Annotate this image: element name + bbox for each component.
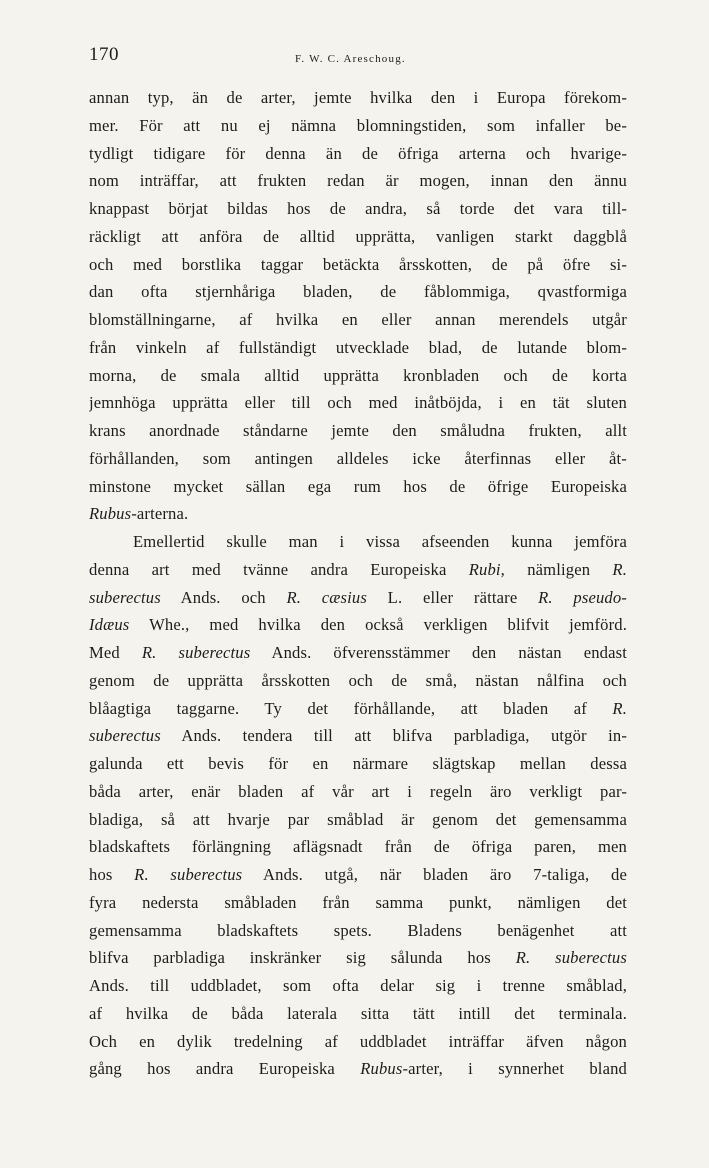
text-line	[89, 1028, 627, 1056]
text-segment: och med borstlika taggar betäckta årsskotten, de på öfre si-	[89, 254, 627, 274]
page-number: 170	[89, 44, 119, 65]
text-line	[89, 473, 627, 501]
text-segment: morna, de smala alltid upprätta kronbladen och de korta	[89, 365, 627, 385]
text-line	[89, 611, 627, 639]
italic-text: R. suberectus	[141, 643, 251, 662]
text-segment: hos	[89, 865, 135, 884]
italic-text: suberectus	[89, 726, 161, 746]
text-line	[89, 861, 627, 889]
text-line	[89, 112, 627, 140]
text-line	[89, 445, 627, 473]
italic-text: R.	[612, 698, 627, 718]
text-segment: galunda ett bevis för en närmare slägtskap mellan dessa	[89, 754, 627, 773]
italic-text: R. suberectus	[134, 865, 243, 884]
text-line	[89, 889, 627, 917]
text-segment: mer. För att nu ej nämna blomningstiden, som infaller be-	[89, 115, 627, 135]
text-segment: Whe., med hvilka den också verkligen blifvit jemförd.	[129, 615, 627, 635]
text-line	[89, 528, 627, 556]
text-segment: Ands. öfverensstämmer den nästan endast	[250, 643, 627, 662]
text-line	[89, 639, 627, 667]
text-segment: -arterna.	[131, 504, 189, 524]
text-line	[89, 584, 627, 612]
text-segment: krans anordnade ståndarne jemte den småludna frukten, allt	[89, 421, 627, 440]
text-line	[89, 1000, 627, 1028]
text-line	[89, 722, 627, 750]
text-segment: gång hos andra Europeiska	[89, 1059, 361, 1079]
text-segment: räckligt att anföra de alltid upprätta, vanligen starkt daggblå	[89, 226, 627, 246]
text-segment: tydligt tidigare för denna än de öfriga arterna och hvarige-	[89, 143, 627, 163]
text-line	[89, 84, 627, 112]
text-segment: minstone mycket sällan ega rum hos de öfrige Europeiska	[89, 476, 627, 496]
text-segment: Och en dylik tredelning af uddbladet inträffar äfven någon	[89, 1031, 627, 1051]
text-line	[89, 556, 627, 584]
text-line	[89, 167, 627, 195]
text-segment: bladskaftets förlängning aflägsnadt från de öfriga paren, men	[89, 837, 627, 857]
text-segment: L. eller rättare	[366, 587, 539, 607]
italic-text: suberectus	[89, 587, 161, 607]
text-line	[89, 417, 627, 445]
text-line	[89, 1055, 627, 1083]
text-segment: denna art med tvänne andra Europeiska	[89, 559, 469, 579]
text-segment: bladiga, så att hvarje par småblad är genom det gemensamma	[89, 809, 627, 829]
text-line	[89, 667, 627, 695]
text-line	[89, 944, 627, 972]
text-segment: nämligen	[504, 559, 613, 579]
text-line	[89, 750, 627, 778]
running-head: F. W. C. Areschoug.	[295, 53, 406, 65]
text-line	[89, 334, 627, 362]
text-segment: dan ofta stjernhåriga bladen, de fåblommiga, qvastformiga	[89, 282, 627, 302]
text-line	[89, 695, 627, 723]
text-line	[89, 362, 627, 390]
text-line	[89, 140, 627, 168]
italic-text: Idæus	[89, 615, 130, 635]
body-text	[89, 84, 627, 1083]
text-segment: gemensamma bladskaftets spets. Bladens benägenhet att	[89, 920, 627, 940]
italic-text: R. pseudo-	[538, 587, 627, 607]
text-line	[89, 195, 627, 223]
text-line	[89, 223, 627, 251]
text-segment: båda arter, enär bladen af vår art i regeln äro verkligt par-	[89, 781, 627, 801]
text-segment: Ands. och	[160, 587, 287, 607]
text-line	[89, 278, 627, 306]
page-header	[89, 44, 629, 70]
text-segment: Med	[89, 643, 142, 662]
text-segment: blifva parbladiga inskränker sig sålunda hos	[89, 948, 516, 968]
italic-text: Rubus	[360, 1059, 403, 1079]
text-segment: blomställningarne, af hvilka en eller annan merendels utgår	[89, 310, 627, 329]
text-segment: -arter, i synnerhet bland	[402, 1059, 627, 1079]
text-line	[89, 917, 627, 945]
italic-text: R. suberectus	[515, 948, 627, 968]
text-segment: förhållanden, som antingen alldeles icke återfinnas eller åt-	[89, 448, 627, 468]
text-line	[89, 833, 627, 861]
text-segment: nom inträffar, att frukten redan är mogen, innan den ännu	[89, 171, 627, 191]
text-line	[89, 251, 627, 279]
text-segment: Emellertid skulle man i vissa afseenden kunna jemföra	[133, 532, 627, 551]
text-segment: annan typ, än de arter, jemte hvilka den i Europa förekom-	[89, 88, 627, 107]
text-line	[89, 389, 627, 417]
text-segment: från vinkeln af fullständigt utvecklade blad, de lutande blom-	[89, 337, 627, 357]
text-line	[89, 306, 627, 334]
italic-text: R. cæsius	[286, 587, 367, 607]
text-segment: fyra nedersta småbladen från samma punkt, nämligen det	[89, 892, 627, 912]
text-line	[89, 500, 627, 528]
text-line	[89, 778, 627, 806]
italic-text: Rubus	[89, 504, 132, 524]
italic-text: Rubi,	[468, 559, 505, 579]
text-segment: Ands. utgå, när bladen äro 7-taliga, de	[242, 865, 627, 884]
text-line	[89, 972, 627, 1000]
text-segment: blåagtiga taggarne. Ty det förhållande, att bladen af	[89, 698, 613, 718]
text-segment: af hvilka de båda laterala sitta tätt intill det terminala.	[89, 1003, 627, 1023]
text-segment: genom de upprätta årsskotten och de små, nästan nålfina och	[89, 670, 627, 690]
text-segment: Ands. tendera till att blifva parbladiga, utgör in-	[160, 726, 627, 746]
italic-text: R.	[612, 559, 627, 579]
text-segment: knappast börjat bildas hos de andra, så torde det vara till-	[89, 199, 627, 218]
text-line	[89, 806, 627, 834]
text-segment: jemnhöga upprätta eller till och med inåtböjda, i en tät sluten	[89, 393, 627, 413]
text-segment: Ands. till uddbladet, som ofta delar sig i trenne småblad,	[89, 976, 627, 995]
